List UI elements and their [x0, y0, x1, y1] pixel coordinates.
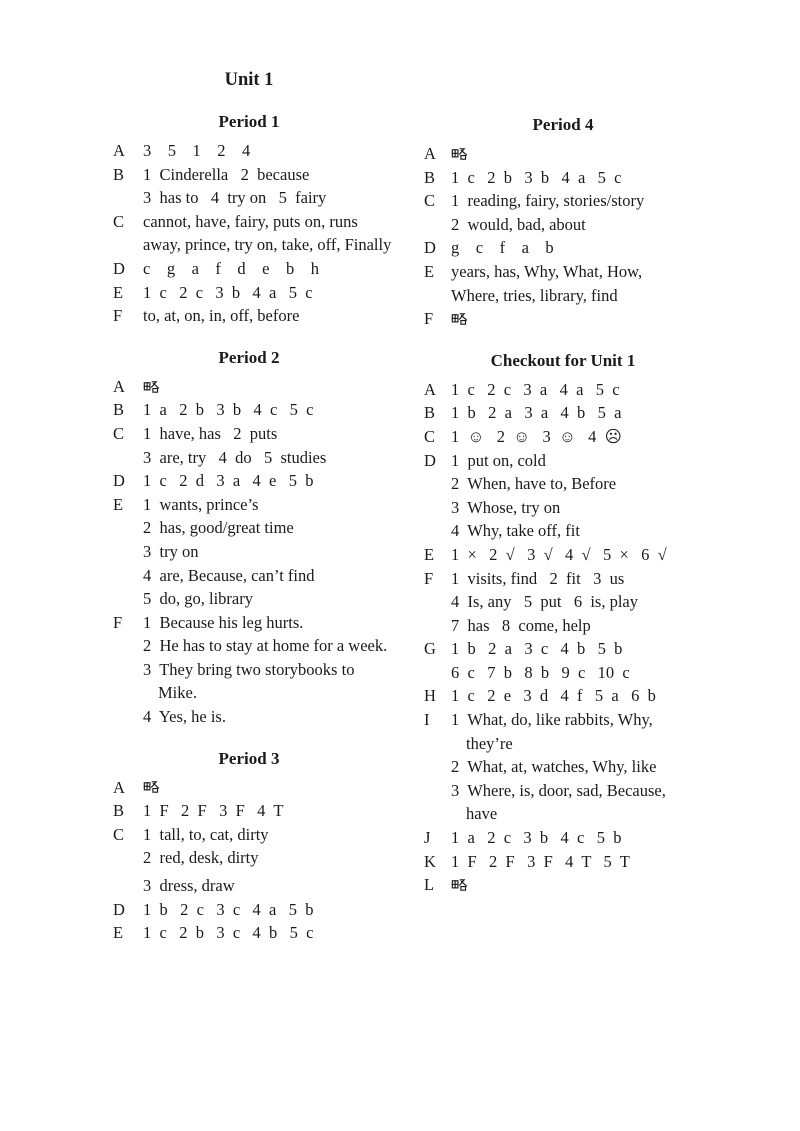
answer-text: 1 Cinderella 2 because [143, 164, 310, 184]
answer-text: 3 Where, is, door, sad, Because, [451, 780, 666, 800]
answer-text: 1 What, do, like rabbits, Why, [451, 710, 653, 730]
answer-text [143, 375, 160, 399]
answer-text [143, 776, 160, 800]
answer-text: 1 have, has 2 puts [143, 423, 278, 443]
answer-text: 3 try on [143, 541, 199, 561]
answer-row [424, 708, 702, 732]
answer-text: 1 F 2 F 3 F 4 T 5 T [451, 851, 630, 871]
answer-text: g c f a b [451, 238, 554, 258]
answer-row [113, 469, 385, 493]
answer-text [451, 307, 468, 331]
answer-row [113, 658, 385, 682]
answer-text: 4 are, Because, can’t find [143, 565, 315, 585]
answer-row [113, 257, 385, 281]
answer-label [113, 705, 143, 729]
answer-label [113, 516, 143, 540]
answer-row [113, 540, 385, 564]
answer-row [424, 826, 702, 850]
answer-label [424, 779, 451, 803]
answer-text: 1 a 2 b 3 b 4 c 5 c [143, 400, 314, 420]
answer-row [113, 233, 392, 257]
answer-text: 1 put on, cold [451, 450, 546, 470]
cjk-lue-glyph [451, 145, 468, 162]
answer-row [424, 401, 702, 425]
answer-text: 1 a 2 c 3 b 4 c 5 b [451, 828, 622, 848]
answer-label: C [113, 211, 125, 231]
answer-row [113, 611, 385, 635]
answer-text: 3 has to 4 try on 5 fairy [143, 188, 327, 208]
section-heading: Period 1 [218, 112, 280, 131]
answer-label: F [424, 309, 434, 329]
answer-text: Where, tries, library, find [451, 285, 618, 305]
section-heading: Checkout for Unit 1 [490, 350, 636, 370]
answer-label: B [424, 167, 436, 187]
answer-label: D [424, 238, 436, 258]
answer-label [424, 284, 451, 308]
answer-row [113, 898, 385, 922]
answer-row [113, 186, 385, 210]
answer-text: 3 are, try 4 do 5 studies [143, 447, 327, 467]
answer-label: C [113, 824, 125, 844]
answer-row [113, 564, 385, 588]
answer-label: E [424, 544, 435, 564]
answer-label [113, 658, 143, 682]
answer-label: A [424, 144, 436, 163]
answer-label: D [113, 471, 125, 491]
section-period-1 [113, 110, 392, 328]
answer-label: H [424, 686, 436, 706]
answer-row [424, 307, 702, 331]
answer-text: 1 c 2 b 3 b 4 a 5 c [451, 167, 622, 187]
answer-text: to, at, on, in, off, before [143, 306, 300, 326]
answer-text: 3 They bring two storybooks to [143, 659, 355, 679]
answer-text: 4 Yes, he is. [143, 707, 226, 727]
answer-text: 1 reading, fairy, stories/story [451, 191, 645, 211]
answer-row [424, 850, 702, 874]
answer-label [424, 661, 451, 685]
answer-text: 1 tall, to, cat, dirty [143, 824, 269, 844]
answer-text: 7 has 8 come, help [451, 615, 591, 635]
answer-row [424, 543, 702, 567]
answer-label: G [424, 639, 436, 659]
answer-row [424, 496, 702, 520]
answer-row [113, 422, 385, 446]
answer-label: B [113, 400, 125, 420]
answer-label: B [113, 801, 125, 821]
section-checkout-unit-1 [424, 349, 702, 897]
answer-label: A [424, 379, 436, 399]
answer-row [113, 921, 385, 945]
answer-label [113, 446, 143, 470]
answer-text: away, prince, try on, take, off, Finally [143, 235, 392, 255]
answer-label: F [113, 612, 123, 632]
answer-label: B [424, 403, 436, 423]
answer-row [113, 281, 385, 305]
answer-row [424, 590, 702, 614]
answer-label: A [113, 376, 125, 396]
answer-row [424, 213, 702, 237]
answer-label [113, 681, 143, 705]
answer-row [424, 166, 702, 190]
answer-text: 2 would, bad, about [451, 214, 586, 234]
answer-row [424, 802, 702, 826]
answer-row [113, 705, 385, 729]
answer-text: 2 red, desk, dirty [143, 848, 259, 868]
section-heading: Period 3 [218, 748, 280, 768]
answer-label: L [424, 875, 435, 895]
answer-text: Mike. [158, 683, 197, 703]
answer-row [113, 587, 385, 611]
answer-row [424, 755, 702, 779]
answer-row [424, 732, 702, 756]
answer-label: E [424, 261, 435, 281]
answer-label [424, 590, 451, 614]
answer-label: F [424, 568, 434, 588]
answer-row [424, 614, 702, 638]
answer-row [424, 449, 702, 473]
answer-label: F [113, 306, 123, 326]
answer-row [424, 142, 702, 166]
answer-row [424, 873, 702, 897]
answer-label [113, 874, 143, 898]
answer-row [424, 260, 702, 284]
answer-row [113, 823, 385, 847]
answer-text: 2 When, have to, Before [451, 474, 617, 494]
answer-text: they’re [466, 733, 513, 753]
answer-text: 2 What, at, watches, Why, like [451, 757, 657, 777]
answer-text: 1 F 2 F 3 F 4 T [143, 801, 284, 821]
answer-text: 3 dress, draw [143, 876, 235, 896]
answer-text: 1 Because his leg hurts. [143, 612, 304, 632]
answer-row [113, 210, 385, 234]
answer-row [424, 661, 702, 685]
answer-row [424, 284, 702, 308]
answer-row [113, 139, 385, 163]
cjk-lue-glyph [143, 778, 160, 795]
answer-label: I [424, 710, 430, 730]
answer-row [424, 684, 702, 708]
answer-row [113, 493, 385, 517]
answer-text: 1 c 2 d 3 a 4 e 5 b [143, 471, 314, 491]
answer-label [424, 213, 451, 237]
answer-text: 1 × 2 √ 3 √ 4 √ 5 × 6 √ [451, 544, 667, 564]
answer-label: C [424, 426, 436, 446]
answer-row [113, 634, 388, 658]
answer-text: 1 b 2 c 3 c 4 a 5 b [143, 899, 314, 919]
section-heading: Period 2 [218, 347, 280, 367]
answer-label [113, 846, 143, 870]
answer-label [424, 755, 451, 779]
answer-label [113, 186, 143, 210]
answer-row [424, 567, 702, 591]
answer-text: c g a f d e b h [143, 258, 319, 278]
answer-text: 1 c 2 b 3 c 4 b 5 c [143, 923, 314, 943]
answer-row [424, 189, 702, 213]
section-period-4 [424, 113, 702, 331]
answer-text: 3 Whose, try on [451, 497, 561, 517]
answer-row [113, 398, 385, 422]
answer-label: D [113, 258, 125, 278]
answer-text: 1 b 2 a 3 c 4 b 5 b [451, 639, 623, 659]
answer-text [451, 142, 468, 166]
answer-text: years, has, Why, What, How, [451, 261, 643, 281]
answer-label: J [424, 828, 431, 848]
answer-row [424, 779, 702, 803]
answer-text: 5 do, go, library [143, 589, 253, 609]
answer-label [424, 472, 451, 496]
answer-label [424, 614, 451, 638]
answer-label [113, 233, 143, 257]
section-period-2 [113, 346, 388, 729]
answer-row [113, 874, 385, 898]
answer-label: A [113, 141, 125, 160]
answer-label: A [113, 777, 125, 797]
answer-row [113, 163, 385, 187]
answer-text: 1 b 2 a 3 a 4 b 5 a [451, 403, 622, 423]
answer-text: 1 c 2 c 3 b 4 a 5 c [143, 282, 313, 302]
answer-text: 6 c 7 b 8 b 9 c 10 c [451, 662, 630, 682]
answer-row [113, 375, 385, 399]
answer-label [113, 564, 143, 588]
answer-row [424, 472, 702, 496]
answer-text: 4 Is, any 5 put 6 is, play [451, 592, 638, 612]
answer-row [424, 637, 702, 661]
answer-label: K [424, 851, 436, 871]
answer-label: E [113, 494, 124, 514]
answer-text: 4 Why, take off, fit [451, 521, 580, 541]
answer-label [424, 519, 451, 543]
answer-label: E [113, 282, 124, 302]
cjk-lue-glyph [451, 310, 468, 327]
answer-row [113, 846, 385, 870]
answer-text: 2 has, good/great time [143, 518, 294, 538]
cjk-lue-glyph [143, 378, 160, 395]
answer-label [424, 732, 451, 756]
answer-label: E [113, 923, 124, 943]
answer-label: D [424, 450, 436, 470]
answer-label: D [113, 899, 125, 919]
answer-text: have [466, 804, 498, 824]
answer-text: cannot, have, fairy, puts on, runs [143, 211, 358, 231]
section-heading: Period 4 [532, 115, 594, 134]
answer-row [113, 776, 385, 800]
section-period-3 [113, 747, 385, 945]
answer-label [113, 587, 143, 611]
answer-label: C [424, 191, 436, 211]
answer-text: 1 c 2 e 3 d 4 f 5 a 6 b [451, 686, 656, 706]
answer-row [424, 378, 702, 402]
answer-text: 1 visits, find 2 fit 3 us [451, 568, 625, 588]
answer-text: 3 5 1 2 4 [143, 141, 251, 160]
answer-row [424, 236, 702, 260]
answer-text: 2 He has to stay at home for a week. [143, 636, 388, 656]
answer-row [113, 446, 385, 470]
cjk-lue-glyph [451, 876, 468, 893]
answer-label: B [113, 164, 125, 184]
answer-row [113, 304, 385, 328]
answer-label: C [113, 423, 125, 443]
answer-row [424, 425, 702, 449]
answer-text: 1 c 2 c 3 a 4 a 5 c [451, 379, 620, 399]
answer-label [424, 496, 451, 520]
answer-row [113, 681, 385, 705]
answer-label [113, 540, 143, 564]
answer-text [451, 873, 468, 897]
left-column [113, 68, 392, 945]
answer-text: 1 wants, prince’s [143, 494, 259, 514]
answer-label [113, 634, 143, 658]
unit-title: Unit 1 [224, 70, 274, 90]
answer-text: 1 ☺ 2 ☺ 3 ☺ 4 ☹ [451, 426, 622, 446]
answer-row [113, 516, 385, 540]
answer-row [113, 799, 385, 823]
right-column [424, 113, 702, 897]
answer-label [424, 802, 451, 826]
answer-row [424, 519, 702, 543]
